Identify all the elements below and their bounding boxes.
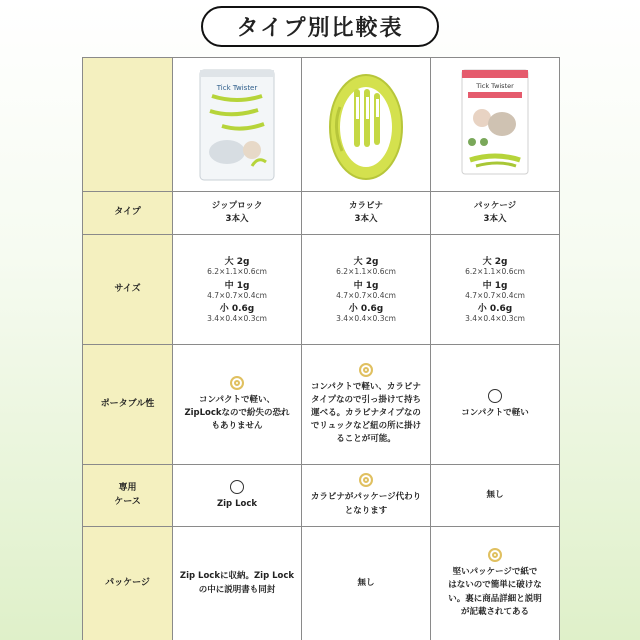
- size-small-label: 小 0.6g: [219, 304, 255, 315]
- package-line: 無し: [357, 577, 375, 588]
- package-product-brand: Tick Twister: [476, 81, 514, 90]
- size-mid-dims: 4.7×0.7×0.4cm: [207, 290, 267, 300]
- size-mid-dims: 4.7×0.7×0.4cm: [336, 290, 396, 300]
- case-line: 無し: [486, 489, 504, 500]
- row-header-type: タイプ: [83, 192, 173, 235]
- size-small-label: 小 0.6g: [348, 304, 384, 315]
- package-line: が記載されてある: [460, 606, 529, 617]
- type-cell: [431, 192, 560, 235]
- type-pack: ジップロック: [211, 200, 263, 211]
- product-image-package: [431, 58, 560, 192]
- size-big-dims: 6.2×1.1×0.6cm: [336, 267, 396, 277]
- type-count: 3本入: [354, 214, 378, 224]
- type-count: 3本入: [225, 214, 249, 224]
- row-header-portable: ポータブル性: [83, 345, 173, 465]
- package-line: い。裏に商品詳細と説明: [448, 593, 542, 604]
- package-line: はないので簡単に破けな: [448, 580, 542, 591]
- package-line: 堅いパッケージで紙で: [452, 567, 538, 578]
- blister-package-product-image: [450, 66, 540, 184]
- row-header-case: [83, 465, 173, 527]
- size-cell: [431, 235, 560, 345]
- page-title: [201, 6, 439, 47]
- portable-line: タイプなので引っ掛けて持ち: [310, 394, 422, 405]
- case-cell: [302, 465, 431, 527]
- package-cell: [302, 527, 431, 640]
- size-big-dims: 6.2×1.1×0.6cm: [207, 267, 267, 277]
- portable-line: コンパクトで軽い、: [199, 394, 275, 405]
- double-circle-icon: [230, 376, 244, 390]
- size-big-label: 大 2g: [353, 257, 379, 268]
- product-image-carabiner: [302, 58, 431, 192]
- double-circle-icon: [488, 548, 502, 562]
- package-cell: [173, 527, 302, 640]
- type-cell: [173, 192, 302, 235]
- package-line: の中に説明書も同封: [198, 584, 276, 595]
- size-cell: [173, 235, 302, 345]
- package-cell: [431, 527, 560, 640]
- portable-line: ZipLockなので紛失の恐れ: [184, 407, 290, 418]
- size-mid-dims: 4.7×0.7×0.4cm: [465, 290, 525, 300]
- case-line: カラビナがパッケージ代わり: [310, 492, 422, 503]
- type-pack: カラビナ: [348, 200, 383, 211]
- carabiner-product-image: [320, 67, 412, 183]
- case-cell: [431, 465, 560, 527]
- table-row-case: [83, 465, 560, 527]
- size-small-dims: 3.4×0.4×0.3cm: [465, 314, 525, 324]
- size-big-label: 大 2g: [482, 257, 508, 268]
- size-small-label: 小 0.6g: [477, 304, 513, 315]
- portable-line: ることが可能。: [336, 434, 396, 445]
- row-header-package: パッケージ: [83, 527, 173, 640]
- table-row-portable: [83, 345, 560, 465]
- size-big-dims: 6.2×1.1×0.6cm: [465, 267, 525, 277]
- table-row-package: [83, 527, 560, 640]
- page-title-text: タイプ別比較表: [236, 16, 404, 41]
- row-header-case-line1: 専用: [118, 483, 137, 494]
- size-mid-label: 中 1g: [353, 280, 379, 291]
- zip-product-brand: Tick Twister: [216, 83, 258, 92]
- size-small-dims: 3.4×0.4×0.3cm: [207, 314, 267, 324]
- circle-icon: [230, 480, 244, 494]
- circle-icon: [488, 389, 502, 403]
- comparison-table: [82, 57, 560, 640]
- portable-line: コンパクトで軽い、カラビナ: [311, 381, 421, 392]
- portable-cell: [431, 345, 560, 465]
- case-line: Zip Lock: [216, 498, 258, 509]
- portable-cell: [173, 345, 302, 465]
- type-pack: パッケージ: [473, 200, 517, 211]
- portable-cell: [302, 345, 431, 465]
- type-count: 3本入: [483, 214, 507, 224]
- portable-line: もありません: [211, 421, 263, 432]
- size-big-label: 大 2g: [224, 257, 250, 268]
- case-cell: [173, 465, 302, 527]
- size-small-dims: 3.4×0.4×0.3cm: [336, 314, 396, 324]
- row-header-case-line2: ケース: [114, 496, 141, 507]
- type-cell: [302, 192, 431, 235]
- product-image-zip: [173, 58, 302, 192]
- case-line: となります: [344, 505, 388, 516]
- corner-cell: [83, 58, 173, 192]
- row-header-size: サイズ: [83, 235, 173, 345]
- double-circle-icon: [359, 363, 373, 377]
- table-row-size: [83, 235, 560, 345]
- double-circle-icon: [359, 473, 373, 487]
- table-row-images: [83, 58, 560, 192]
- portable-line: でリュックなど紐の所に掛け: [310, 421, 422, 432]
- size-mid-label: 中 1g: [224, 280, 250, 291]
- table-row-type: [83, 192, 560, 235]
- package-line: Zip Lockに収納。Zip Lock: [179, 571, 295, 582]
- size-cell: [302, 235, 431, 345]
- portable-line: 運べる。カラビナタイプなの: [311, 407, 421, 418]
- size-mid-label: 中 1g: [482, 280, 508, 291]
- portable-line: コンパクトで軽い: [461, 407, 529, 418]
- zip-bag-product-image: [192, 66, 282, 184]
